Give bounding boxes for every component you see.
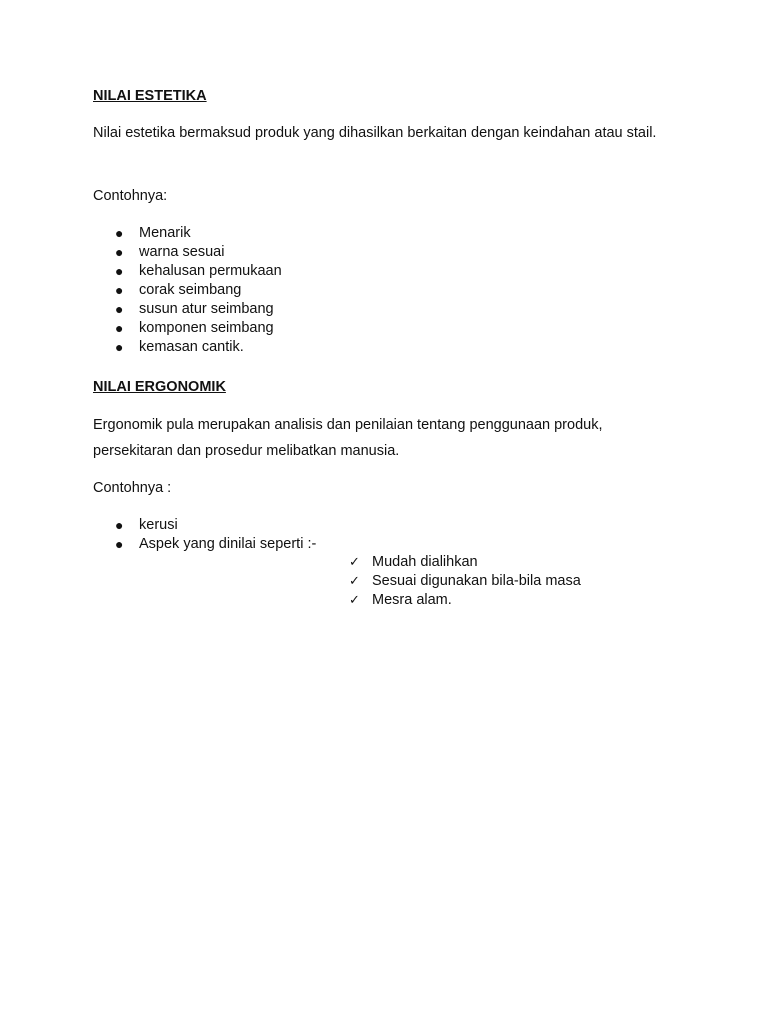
list-item: ● kemasan cantik. (115, 339, 244, 355)
checkmark-icon: ✓ (349, 555, 360, 570)
list-item: ✓ Mesra alam. (349, 592, 452, 608)
bullet-dot-icon: ● (115, 320, 124, 336)
list-item: ● susun atur seimbang (115, 301, 274, 317)
bullet-dot-icon: ● (115, 244, 124, 260)
bullet-dot-icon: ● (115, 339, 124, 355)
bullet-dot-icon: ● (115, 263, 124, 279)
section-heading-estetika: NILAI ESTETIKA (93, 88, 207, 104)
examples-label-ergonomik: Contohnya : (93, 480, 172, 496)
list-item: ● kerusi (115, 517, 178, 533)
bullet-dot-icon: ● (115, 225, 124, 241)
list-item: ● komponen seimbang (115, 320, 274, 336)
bullet-list-ergonomik (0, 516, 316, 554)
bullet-dot-icon: ● (115, 301, 124, 317)
list-item: ● corak seimbang (115, 282, 242, 298)
bullet-dot-icon: ● (115, 517, 124, 533)
section-heading-ergonomik: NILAI ERGONOMIK (93, 379, 226, 395)
list-item: ● warna sesuai (115, 244, 225, 260)
check-list-aspects (0, 553, 581, 610)
checkmark-icon: ✓ (349, 593, 360, 608)
list-item: ● kehalusan permukaan (115, 263, 282, 279)
paragraph-ergonomik: Ergonomik pula merupakan analisis dan penilaian tentang penggunaan produk, persekitaran dan prosedur melibatkan manusia. (93, 417, 603, 459)
bullet-list-estetika (0, 224, 282, 357)
list-item: ● Menarik (115, 225, 191, 241)
list-item: ✓ Mudah dialihkan (349, 554, 478, 570)
list-item: ✓ Sesuai digunakan bila-bila masa (349, 573, 581, 589)
list-item: ● Aspek yang dinilai seperti :- (115, 536, 317, 552)
paragraph-estetika: Nilai estetika bermaksud produk yang dihasilkan berkaitan dengan keindahan atau stail. (93, 125, 657, 141)
checkmark-icon: ✓ (349, 574, 360, 589)
bullet-dot-icon: ● (115, 536, 124, 552)
bullet-dot-icon: ● (115, 282, 124, 298)
examples-label-estetika: Contohnya: (93, 188, 168, 204)
